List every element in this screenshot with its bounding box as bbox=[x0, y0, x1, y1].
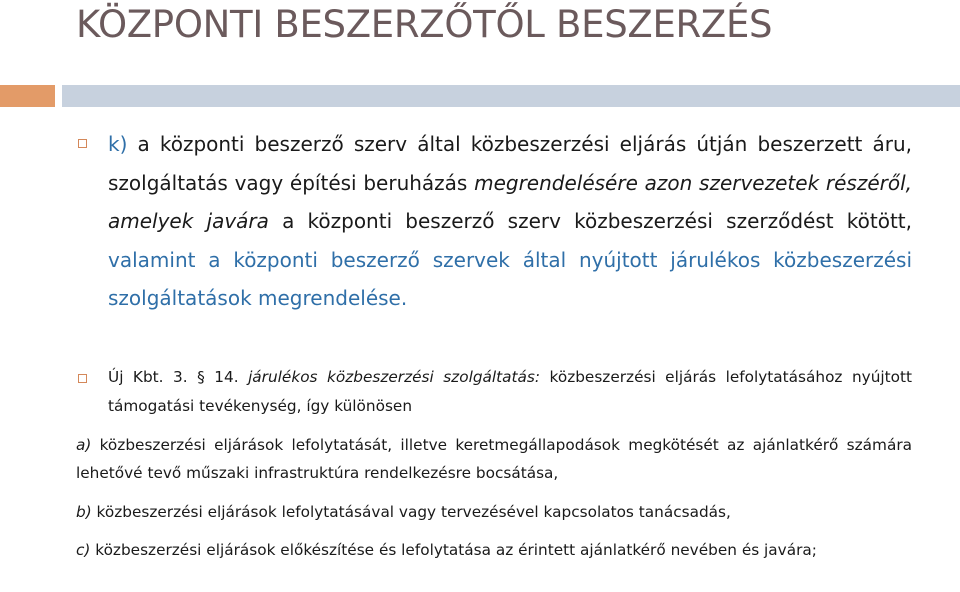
paragraph-text-highlight: valamint a központi beszerző szervek által nyújtott járulékos közbeszerzési szolgáltatások megrendelése. bbox=[108, 247, 912, 310]
list-item-b bbox=[76, 498, 912, 526]
header-band bbox=[62, 85, 960, 107]
list-item-c bbox=[76, 536, 912, 564]
list-item-a bbox=[76, 431, 912, 487]
item-letter: a) bbox=[76, 436, 92, 454]
item-letter: c) bbox=[76, 541, 91, 559]
item-letter: b) bbox=[76, 503, 92, 521]
bullet-paragraph-k bbox=[108, 125, 912, 318]
paragraph-text: a központi beszerző szerv közbeszerzési szerződést kötött, bbox=[268, 209, 912, 233]
item-text: közbeszerzési eljárások lefolytatását, illetve keretmegállapodások megkötését az ajánlatkérő számára lehetővé tevő műszaki infrastruktúra rendelkezésre bocsátása, bbox=[76, 436, 912, 482]
defined-term: járulékos közbeszerzési szolgáltatás: bbox=[248, 368, 541, 386]
paragraph-text-italic: megrendelésére azon szervezetek részéről, amelyek javára bbox=[108, 170, 913, 233]
square-bullet-icon bbox=[78, 139, 87, 148]
definition-text: közbeszerzési eljárás lefolytatásához nyújtott támogatási tevékenység, így különösen bbox=[108, 368, 912, 415]
bullet-paragraph-definition bbox=[108, 363, 912, 421]
slide-title: KÖZPONTI BESZERZŐTŐL BESZERZÉS bbox=[76, 3, 773, 46]
item-text: közbeszerzési eljárások előkészítése és lefolytatása az érintett ajánlatkérő nevében és javára; bbox=[90, 541, 817, 559]
item-text: közbeszerzési eljárások lefolytatásával vagy tervezésével kapcsolatos tanácsadás, bbox=[91, 503, 731, 521]
accent-bar bbox=[0, 85, 55, 107]
paragraph-text: a központi beszerző szerv által közbeszerzési eljárás útján beszerzett áru, szolgáltatás vagy építési beruházás bbox=[108, 132, 912, 195]
item-letter-k: k) bbox=[108, 132, 128, 156]
square-bullet-icon bbox=[78, 374, 87, 383]
law-reference: Új Kbt. 3. § 14. bbox=[108, 368, 249, 386]
